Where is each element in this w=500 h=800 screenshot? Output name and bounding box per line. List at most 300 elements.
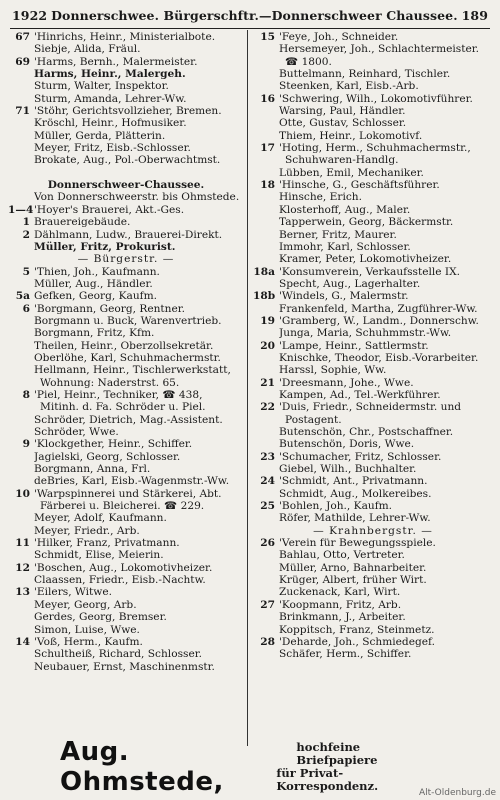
entry-text: Neubauer, Ernst, Maschinenmstr. <box>34 660 215 673</box>
entry-text: Müller, Fritz, Prokurist. <box>34 240 176 253</box>
directory-entry <box>8 278 244 290</box>
watermark: Alt-Oldenburg.de <box>418 788 496 798</box>
directory-entry <box>8 414 244 426</box>
entry-text: ☎ 1800. <box>285 55 332 68</box>
house-number <box>253 327 279 339</box>
page-number: 189 <box>461 8 488 23</box>
entry-text: Schultheiß, Richard, Schlosser. <box>34 648 202 661</box>
house-number: 1—4 <box>8 203 34 216</box>
directory-entry <box>253 117 493 129</box>
left-column <box>8 31 244 748</box>
directory-entry <box>253 290 493 302</box>
entry-text: Kröschl, Heinr., Hofmusiker. <box>34 117 187 130</box>
cross-street-marker <box>8 253 244 265</box>
house-number <box>253 167 279 179</box>
directory-entry <box>253 512 493 524</box>
house-number <box>8 463 34 475</box>
directory-entry <box>8 389 244 401</box>
entry-text: Müller, Aug., Händler. <box>34 277 153 290</box>
house-number <box>253 253 279 265</box>
house-number: 10 <box>15 487 30 500</box>
directory-entry <box>8 475 244 487</box>
directory-entry <box>8 401 244 413</box>
house-number <box>8 191 34 203</box>
entry-text: Buttelmann, Reinhard, Tischler. <box>279 68 451 81</box>
directory-entry <box>253 253 493 265</box>
directory-entry <box>253 364 493 376</box>
directory-entry <box>8 463 244 475</box>
house-number <box>8 648 34 660</box>
directory-entry <box>253 315 493 327</box>
house-number <box>253 586 279 598</box>
entry-text: 'Koopmann, Fritz, Arb. <box>279 598 402 611</box>
directory-entry <box>253 599 493 611</box>
directory-entry <box>253 438 493 450</box>
entry-text: Krüger, Albert, früher Wirt. <box>279 574 427 587</box>
directory-entry <box>253 229 493 241</box>
entry-text: 'Hinrichs, Heinr., Ministerialbote. <box>34 31 216 43</box>
directory-entry <box>253 179 493 191</box>
directory-entry <box>253 389 493 401</box>
directory-entry <box>253 80 493 92</box>
entry-text: Hinsche, Erich. <box>279 191 362 204</box>
entry-text: Lübben, Emil, Mechaniker. <box>279 166 424 179</box>
house-number <box>253 303 279 315</box>
house-number <box>8 352 34 364</box>
house-number <box>253 43 279 55</box>
entry-text: 'Feye, Joh., Schneider. <box>279 31 399 43</box>
column-divider <box>247 30 248 746</box>
house-number <box>8 599 34 611</box>
directory-entry <box>253 426 493 438</box>
house-number <box>8 414 34 426</box>
entry-text: Brokate, Aug., Pol.-Oberwachtmst. <box>34 154 221 167</box>
directory-entry <box>253 142 493 154</box>
entry-text: Borgmann, Fritz, Kfm. <box>34 327 155 340</box>
directory-entry <box>253 340 493 352</box>
directory-entry <box>8 167 244 179</box>
advert-text <box>276 741 420 793</box>
entry-text: 'Harms, Bernh., Malermeister. <box>34 55 198 68</box>
page-header <box>12 8 488 26</box>
directory-entry <box>8 303 244 315</box>
entry-text: Knischke, Theodor, Eisb.-Vorarbeiter. <box>279 351 479 364</box>
directory-entry <box>8 68 244 80</box>
house-number <box>253 216 279 228</box>
house-number <box>253 56 279 68</box>
directory-entry <box>8 43 244 55</box>
entry-text: Zuckenack, Karl, Wirt. <box>279 586 401 599</box>
house-number <box>8 117 34 129</box>
entry-text: Hersemeyer, Joh., Schlachtermeister. <box>279 43 480 56</box>
house-number <box>8 661 34 673</box>
directory-entry <box>8 142 244 154</box>
house-number <box>253 389 279 401</box>
directory-entry <box>8 636 244 648</box>
house-number <box>8 315 34 327</box>
house-number: 19 <box>260 314 275 327</box>
directory-entry <box>8 80 244 92</box>
directory-entry <box>253 56 493 68</box>
entry-text: Borgmann, Anna, Frl. <box>34 463 151 476</box>
advert-line-2: für Privat-Korrespondenz. <box>276 766 379 793</box>
entry-text: Otte, Gustav, Schlosser. <box>279 117 407 130</box>
entry-text: Gerdes, Georg, Bremser. <box>34 611 167 624</box>
entry-text: Harms, Heinr., Malergeh. <box>34 68 186 81</box>
header-rule <box>10 28 490 29</box>
directory-entry <box>253 451 493 463</box>
house-number <box>8 426 34 438</box>
entry-text: Meyer, Adolf, Kaufmann. <box>34 512 167 525</box>
directory-entry <box>8 93 244 105</box>
directory-entry <box>8 154 244 166</box>
entry-text: Schröder, Dietrich, Mag.-Assistent. <box>34 413 223 426</box>
entry-text: Warsing, Paul, Händler. <box>279 105 406 118</box>
directory-entry <box>8 327 244 339</box>
entry-text: 'Hinsche, G., Geschäftsführer. <box>279 179 440 192</box>
entry-text: Jagielski, Georg, Schlosser. <box>34 450 181 463</box>
house-number: 20 <box>260 339 275 352</box>
directory-entry <box>8 599 244 611</box>
directory-entry <box>8 537 244 549</box>
directory-entry <box>8 364 244 376</box>
directory-entry <box>8 661 244 673</box>
entry-text: Färberei u. Bleicherei. ☎ 229. <box>40 500 205 513</box>
house-number <box>253 562 279 574</box>
entry-text: 'Klockgether, Heinr., Schiffer. <box>34 438 193 451</box>
directory-entry <box>253 636 493 648</box>
directory-entry <box>8 512 244 524</box>
entry-text: 'Verein für Bewegungsspiele. <box>279 537 436 550</box>
house-number: 22 <box>260 401 275 414</box>
house-number <box>8 80 34 92</box>
entry-text: 'Konsumverein, Verkaufsstelle IX. <box>279 265 460 278</box>
entry-text: Von Donnerschweerstr. bis Ohmstede. <box>34 191 240 204</box>
house-number <box>8 142 34 154</box>
house-number <box>8 364 34 376</box>
house-number <box>253 117 279 129</box>
house-number: 13 <box>15 586 30 599</box>
entry-text: Brauereigebäude. <box>34 216 131 229</box>
house-number: 8 <box>22 388 30 401</box>
house-number: 9 <box>22 438 30 451</box>
directory-entry <box>8 216 244 228</box>
entry-text: Meyer, Friedr., Arb. <box>34 524 140 537</box>
entry-text: Schröder, Wwe. <box>34 426 119 438</box>
directory-entry <box>253 68 493 80</box>
entry-text: Siebje, Alida, Fräul. <box>34 43 141 56</box>
directory-entry <box>253 648 493 660</box>
entry-text: Schmidt, Elise, Meierin. <box>34 549 164 562</box>
house-number: 1 <box>22 216 30 229</box>
entry-text: 'Warpspinnerei und Stärkerei, Abt. <box>34 487 222 500</box>
right-column <box>253 31 493 748</box>
directory-entry <box>253 154 493 166</box>
directory-entry <box>8 451 244 463</box>
entry-text: Schmidt, Aug., Molkereibes. <box>279 487 432 500</box>
directory-entry <box>8 204 244 216</box>
directory-entry <box>253 191 493 203</box>
entry-text: Claassen, Friedr., Eisb.-Nachtw. <box>34 574 206 587</box>
entry-text: Schuhwaren-Handlg. <box>285 154 399 167</box>
directory-entry <box>253 401 493 413</box>
entry-text: 'Borgmann, Georg, Rentner. <box>34 302 186 315</box>
directory-entry <box>253 488 493 500</box>
entry-text: — Bürgerstr. — <box>77 253 175 266</box>
house-number <box>253 574 279 586</box>
cross-street-marker <box>253 525 493 537</box>
directory-entry <box>8 377 244 389</box>
directory-entry <box>253 278 493 290</box>
entry-text: 'Hoting, Herm., Schuhmachermstr., <box>279 142 471 155</box>
advertisement-footer <box>60 737 420 797</box>
entry-text: Mitinh. d. Fa. Schröder u. Piel. <box>40 401 206 414</box>
entry-text: Meyer, Fritz, Eisb.-Schlosser. <box>34 142 191 155</box>
entry-text: Röfer, Mathilde, Lehrer-Ww. <box>279 512 431 525</box>
directory-entry <box>8 611 244 623</box>
advert-line-1: hochfeine Briefpapiere <box>296 740 378 767</box>
house-number <box>8 68 34 80</box>
directory-entry <box>253 303 493 315</box>
directory-entry <box>253 130 493 142</box>
directory-entry <box>8 525 244 537</box>
house-number: 5a <box>15 290 30 303</box>
house-number <box>253 105 279 117</box>
directory-entry <box>253 377 493 389</box>
house-number: 27 <box>260 598 275 611</box>
house-number <box>253 204 279 216</box>
entry-text: Gefken, Georg, Kaufm. <box>34 290 157 303</box>
entry-text: Simon, Luise, Wwe. <box>34 623 140 636</box>
house-number: 18b <box>253 290 276 303</box>
directory-entry <box>8 574 244 586</box>
directory-entry <box>253 167 493 179</box>
house-number: 18 <box>260 179 275 192</box>
entry-text: Thiem, Heinr., Lokomotivf. <box>279 129 423 142</box>
entry-text: Theilen, Heinr., Oberzollsekretär. <box>34 339 214 352</box>
house-number <box>253 549 279 561</box>
directory-entry <box>8 229 244 241</box>
house-number <box>8 451 34 463</box>
entry-text: Giebel, Wilh., Buchhalter. <box>279 463 417 476</box>
directory-entry <box>8 130 244 142</box>
entry-text: 'Bohlen, Joh., Kaufm. <box>279 500 393 513</box>
entry-text: Donnerschweer-Chaussee. <box>47 179 205 192</box>
entry-text: 'Boschen, Aug., Lokomotivheizer. <box>34 561 213 574</box>
entry-text: Sturm, Walter, Inspektor. <box>34 80 169 93</box>
entry-text: 'Schwering, Wilh., Lokomotivführer. <box>279 92 473 105</box>
house-number <box>253 648 279 660</box>
entry-text: Kampen, Ad., Tel.-Werkführer. <box>279 388 441 401</box>
directory-entry <box>8 438 244 450</box>
house-number <box>8 167 34 179</box>
entry-text: 'Hilker, Franz, Privatmann. <box>34 537 180 550</box>
house-number: 18a <box>253 265 275 278</box>
house-number: 24 <box>260 475 275 488</box>
entry-text: Müller, Gerda, Plätterin. <box>34 129 166 142</box>
entry-text: Oberlöhe, Karl, Schuhmachermstr. <box>34 351 221 364</box>
entry-text: 'Schumacher, Fritz, Schlosser. <box>279 450 442 463</box>
house-number <box>8 154 34 166</box>
house-number <box>253 154 279 166</box>
directory-entry <box>253 463 493 475</box>
house-number <box>8 401 34 413</box>
entry-text <box>34 167 244 179</box>
entry-text: 'Dreesmann, Johe., Wwe. <box>279 376 414 389</box>
entry-text: Borgmann u. Buck, Warenvertrieb. <box>34 314 222 327</box>
entry-text: Koppitsch, Franz, Steinmetz. <box>279 623 435 636</box>
directory-entry <box>8 352 244 364</box>
directory-entry <box>253 204 493 216</box>
house-number <box>253 512 279 524</box>
directory-entry <box>253 537 493 549</box>
directory-entry <box>8 105 244 117</box>
entry-text: 'Gramberg, W., Landm., Donnerschw. <box>279 314 479 327</box>
directory-entry <box>8 586 244 598</box>
house-number <box>253 414 279 426</box>
house-number <box>8 475 34 487</box>
house-number: 28 <box>260 635 275 648</box>
entry-text: Bahlau, Otto, Vertreter. <box>279 549 405 562</box>
directory-entry <box>253 586 493 598</box>
directory-entry <box>253 611 493 623</box>
directory-entry <box>253 105 493 117</box>
directory-entry <box>253 574 493 586</box>
house-number: 25 <box>260 500 275 513</box>
directory-entry <box>8 648 244 660</box>
entry-text: 'Thien, Joh., Kaufmann. <box>34 265 160 278</box>
house-number: 12 <box>15 561 30 574</box>
entry-text: — Krahnbergstr. — <box>313 524 433 537</box>
house-number <box>8 327 34 339</box>
house-number <box>253 463 279 475</box>
directory-entry <box>8 266 244 278</box>
entry-text: Butenschön, Doris, Wwe. <box>279 438 415 451</box>
house-number: 71 <box>15 105 30 118</box>
house-number <box>253 241 279 253</box>
directory-entry <box>8 191 244 203</box>
house-number <box>8 525 34 537</box>
entry-text: 'Stöhr, Gerichtsvollzieher, Bremen. <box>34 105 222 118</box>
directory-entry <box>253 31 493 43</box>
page-title: Donnerschwee. Bürgerschftr.—Donnerschweer Chaussee. <box>51 8 458 23</box>
house-number: 69 <box>15 55 30 68</box>
advert-brand: Aug. Ohmstede, <box>60 737 224 797</box>
house-number <box>8 611 34 623</box>
house-number: 16 <box>260 92 275 105</box>
house-number <box>253 278 279 290</box>
house-number <box>253 130 279 142</box>
entry-text: 'Schmidt, Ant., Privatmann. <box>279 475 428 488</box>
house-number: 23 <box>260 450 275 463</box>
directory-entry <box>8 340 244 352</box>
directory-entry <box>8 488 244 500</box>
entry-text: Immohr, Karl, Schlosser. <box>279 240 411 253</box>
house-number <box>8 624 34 636</box>
directory-entry <box>253 266 493 278</box>
entry-text: Meyer, Georg, Arb. <box>34 598 137 611</box>
house-number <box>253 68 279 80</box>
house-number <box>253 352 279 364</box>
entry-text: deBries, Karl, Eisb.-Wagenmstr.-Ww. <box>34 475 230 488</box>
house-number <box>253 80 279 92</box>
entry-text: Müller, Arno, Bahnarbeiter. <box>279 561 427 574</box>
directory-entry <box>253 216 493 228</box>
entry-text: Kramer, Peter, Lokomotivheizer. <box>279 253 452 266</box>
house-number: 15 <box>260 31 275 43</box>
entry-text: Hellmann, Heinr., Tischlerwerkstatt, <box>34 364 231 377</box>
house-number <box>8 512 34 524</box>
directory-entry <box>8 624 244 636</box>
entry-text: 'Lampe, Heinr., Sattlermstr. <box>279 339 429 352</box>
house-number <box>8 549 34 561</box>
entry-text: Brinkmann, J., Arbeiter. <box>279 611 406 624</box>
directory-entry <box>8 562 244 574</box>
entry-text: Specht, Aug., Lagerhalter. <box>279 277 421 290</box>
house-number <box>253 364 279 376</box>
directory-entry <box>253 93 493 105</box>
house-number: 67 <box>15 31 30 43</box>
directory-entry <box>8 549 244 561</box>
house-number: 11 <box>15 537 30 550</box>
year-label: 1922 <box>12 8 48 23</box>
entry-text: 'Piel, Heinr., Techniker, ☎ 438, <box>34 388 203 401</box>
directory-entry <box>8 315 244 327</box>
directory-entry <box>253 500 493 512</box>
house-number: 5 <box>22 265 30 278</box>
directory-entry <box>253 549 493 561</box>
entry-text: Dählmann, Ludw., Brauerei-Direkt. <box>34 228 223 241</box>
directory-entry <box>253 43 493 55</box>
entry-text: Berner, Fritz, Maurer. <box>279 228 397 241</box>
entry-text: Frankenfeld, Martha, Zugführer-Ww. <box>279 302 478 315</box>
house-number <box>253 229 279 241</box>
house-number <box>8 93 34 105</box>
entry-text: Schäfer, Herm., Schiffer. <box>279 648 412 661</box>
house-number <box>253 624 279 636</box>
directory-entry <box>253 352 493 364</box>
entry-text: Wohnung: Naderstrst. 65. <box>40 376 180 389</box>
entry-text: Sturm, Amanda, Lehrer-Ww. <box>34 92 187 105</box>
house-number: 14 <box>15 635 30 648</box>
directory-entry <box>8 241 244 253</box>
entry-text: Klosterhoff, Aug., Maler. <box>279 203 411 216</box>
house-number <box>8 340 34 352</box>
directory-entry <box>253 624 493 636</box>
directory-entry <box>253 562 493 574</box>
house-number <box>8 278 34 290</box>
directory-entry <box>253 475 493 487</box>
directory-entry <box>8 117 244 129</box>
entry-text: 'Voß, Herm., Kaufm. <box>34 635 143 648</box>
house-number: 2 <box>22 228 30 241</box>
house-number: 21 <box>260 376 275 389</box>
directory-entry <box>253 327 493 339</box>
entry-text: 'Windels, G., Malermstr. <box>279 290 409 303</box>
directory-entry <box>8 290 244 302</box>
house-number <box>8 241 34 253</box>
directory-entry <box>253 241 493 253</box>
house-number <box>253 611 279 623</box>
entry-text: 'Duis, Friedr., Schneidermstr. und <box>279 401 462 414</box>
directory-entry <box>253 414 493 426</box>
entry-text: Tapperwein, Georg, Bäckermstr. <box>279 216 454 229</box>
directory-entry <box>8 426 244 438</box>
entry-text: Harssl, Sophie, Ww. <box>279 364 387 377</box>
house-number <box>253 191 279 203</box>
house-number <box>253 488 279 500</box>
house-number: 6 <box>22 302 30 315</box>
